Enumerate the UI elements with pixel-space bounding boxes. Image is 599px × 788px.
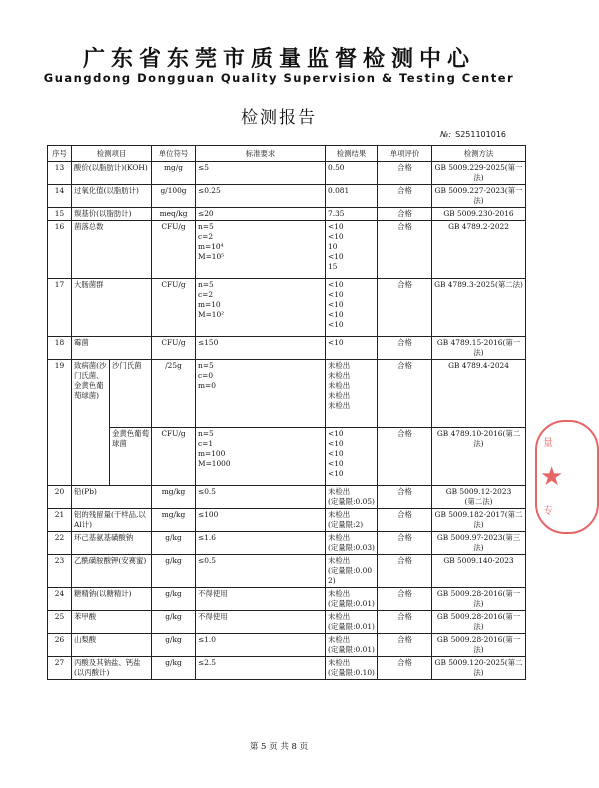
page-footer: 第 5 页 共 8 页 [249,742,309,752]
cell-item: 霉菌 [72,337,152,360]
cell-method: GB 4789.3-2025(第二法) [432,279,526,337]
table-row [48,486,526,509]
cell-evaluation: 合格 [378,337,432,360]
table-header-row [48,146,526,162]
cell-standard: ≤0.25 [196,185,326,208]
cell-result: 0.081 [326,185,378,208]
cell-standard: ≤20 [196,208,326,221]
cell-method: GB 4789.4-2024 [432,360,526,428]
table-row [48,588,526,611]
cell-item: 酸价(以脂肪计)(KOH) [72,162,152,185]
cell-standard: 不得使用 [196,588,326,611]
column-header: 序号 [48,146,72,162]
cell-number: 19 [48,360,72,486]
cell-number: 23 [48,555,72,588]
report-title: 检测报告 [241,108,317,128]
report-number-value: S251101016 [455,130,506,139]
seal-text-bottom: 专 [543,506,553,517]
cell-evaluation: 合格 [378,588,432,611]
table-row [48,208,526,221]
cell-result: 0.50 [326,162,378,185]
cell-number: 17 [48,279,72,337]
cell-number: 15 [48,208,72,221]
column-header: 单位符号 [152,146,196,162]
cell-standard: ≤1.0 [196,634,326,657]
cell-unit: CFU/g [152,428,196,486]
cell-number: 25 [48,611,72,634]
cell-standard: ≤150 [196,337,326,360]
cell-evaluation: 合格 [378,360,432,428]
report-number-label: №: [440,130,452,139]
cell-result: 7.35 [326,208,378,221]
seal-text-top: 量 [543,438,553,449]
table-row [48,611,526,634]
cell-unit: CFU/g [152,279,196,337]
cell-result: <10 <10 10 <10 15 [326,221,378,279]
cell-number: 18 [48,337,72,360]
cell-number: 24 [48,588,72,611]
cell-number: 16 [48,221,72,279]
cell-unit: g/kg [152,532,196,555]
results-table [47,145,526,680]
column-header: 检测方法 [432,146,526,162]
cell-method: GB 5009.97-2023(第三法) [432,532,526,555]
org-name-en: Guangdong Dongguan Quality Supervision & Testing Center [43,71,515,85]
cell-item: 乙酰磺胺酸钾(安赛蜜) [72,555,152,588]
report-number [440,130,506,139]
cell-evaluation: 合格 [378,162,432,185]
cell-result: 未检出 (定量限:0.01) [326,634,378,657]
cell-evaluation: 合格 [378,221,432,279]
table-row [48,555,526,588]
cell-method: GB 5009.28-2016(第一法) [432,611,526,634]
cell-result: 未检出 未检出 未检出 未检出 未检出 [326,360,378,428]
table-row [48,221,526,279]
cell-evaluation: 合格 [378,555,432,588]
table-row [48,360,526,428]
cell-number: 14 [48,185,72,208]
cell-standard: ≤100 [196,509,326,532]
table-row [48,532,526,555]
table-row [48,162,526,185]
star-icon: ★ [540,462,564,492]
cell-unit: mg/g [152,162,196,185]
cell-method: GB 5009.28-2016(第一法) [432,588,526,611]
table-row [48,634,526,657]
cell-item: 菌落总数 [72,221,152,279]
cell-standard: ≤1.6 [196,532,326,555]
column-header: 检测项目 [72,146,152,162]
cell-unit: g/kg [152,634,196,657]
cell-item: 羰基价(以脂肪计) [72,208,152,221]
cell-item: 大肠菌群 [72,279,152,337]
cell-evaluation: 合格 [378,532,432,555]
cell-standard: ≤2.5 [196,657,326,680]
cell-number: 27 [48,657,72,680]
cell-method: GB 5009.12-2023 (第二法) [432,486,526,509]
cell-item: 山梨酸 [72,634,152,657]
cell-result: 未检出 (定量限:0.01) [326,588,378,611]
cell-standard: 不得使用 [196,611,326,634]
cell-item: 致病菌(沙门氏菌、金黄色葡萄球菌) [72,360,110,486]
table-row [48,337,526,360]
cell-method: GB 5009.120-2025(第二法) [432,657,526,680]
cell-item: 铅(Pb) [72,486,152,509]
cell-item: 糖精钠(以糖精计) [72,588,152,611]
cell-result: 未检出 (定量限:2) [326,509,378,532]
cell-item: 过氧化值(以脂肪计) [72,185,152,208]
cell-unit: CFU/g [152,221,196,279]
cell-standard: ≤0.5 [196,555,326,588]
cell-result: 未检出 (定量限:0.01) [326,611,378,634]
cell-unit: CFU/g [152,337,196,360]
cell-unit: g/kg [152,611,196,634]
cell-number: 26 [48,634,72,657]
org-name-cn: 广东省东莞市质量监督检测中心 [82,47,475,72]
table-row [48,428,526,486]
cell-evaluation: 合格 [378,611,432,634]
cell-method: GB 4789.10-2016(第二法) [432,428,526,486]
cell-unit: g/100g [152,185,196,208]
cell-method: GB 4789.2-2022 [432,221,526,279]
cell-item: 环己基氨基磺酸钠 [72,532,152,555]
cell-unit: g/kg [152,555,196,588]
cell-unit: /25g [152,360,196,428]
cell-standard: ≤0.5 [196,486,326,509]
cell-subitem: 金黄色葡萄球菌 [110,428,152,486]
official-seal [535,420,599,534]
table-row [48,185,526,208]
cell-evaluation: 合格 [378,509,432,532]
cell-item: 铝的残留量(干样品,以Al计) [72,509,152,532]
cell-method: GB 5009.140-2023 [432,555,526,588]
cell-number: 20 [48,486,72,509]
cell-evaluation: 合格 [378,208,432,221]
cell-subitem: 沙门氏菌 [110,360,152,428]
cell-result: 未检出 (定量限:0.05) [326,486,378,509]
cell-result: 未检出 (定量限:0.10) [326,657,378,680]
cell-standard: ≤5 [196,162,326,185]
table-row [48,509,526,532]
cell-item: 丙酸及其钠盐、钙盐(以丙酸计) [72,657,152,680]
cell-unit: mg/kg [152,486,196,509]
cell-evaluation: 合格 [378,185,432,208]
cell-evaluation: 合格 [378,428,432,486]
cell-evaluation: 合格 [378,634,432,657]
cell-result: 未检出 (定量限:0.002) [326,555,378,588]
cell-evaluation: 合格 [378,486,432,509]
cell-unit: mg/kg [152,509,196,532]
cell-standard: n=5 c=0 m=0 [196,360,326,428]
cell-evaluation: 合格 [378,279,432,337]
cell-method: GB 5009.230-2016 [432,208,526,221]
table-row [48,279,526,337]
cell-number: 21 [48,509,72,532]
cell-evaluation: 合格 [378,657,432,680]
cell-method: GB 5009.229-2025(第一法) [432,162,526,185]
cell-result: <10 <10 <10 <10 <10 [326,279,378,337]
cell-unit: meq/kg [152,208,196,221]
cell-unit: g/kg [152,588,196,611]
cell-number: 22 [48,532,72,555]
cell-method: GB 5009.227-2023(第一法) [432,185,526,208]
cell-method: GB 5009.28-2016(第一法) [432,634,526,657]
cell-result: 未检出 (定量限:0.03) [326,532,378,555]
table-row [48,657,526,680]
cell-standard: n=5 c=2 m=10⁴ M=10⁵ [196,221,326,279]
cell-method: GB 5009.182-2017(第二法) [432,509,526,532]
cell-standard: n=5 c=2 m=10 M=10² [196,279,326,337]
cell-standard: n=5 c=1 m=100 M=1000 [196,428,326,486]
cell-method: GB 4789.15-2016(第一法) [432,337,526,360]
column-header: 单项评价 [378,146,432,162]
cell-item: 苯甲酸 [72,611,152,634]
column-header: 检测结果 [326,146,378,162]
cell-unit: g/kg [152,657,196,680]
cell-result: <10 [326,337,378,360]
cell-number: 13 [48,162,72,185]
cell-result: <10 <10 <10 <10 <10 [326,428,378,486]
column-header: 标准要求 [196,146,326,162]
